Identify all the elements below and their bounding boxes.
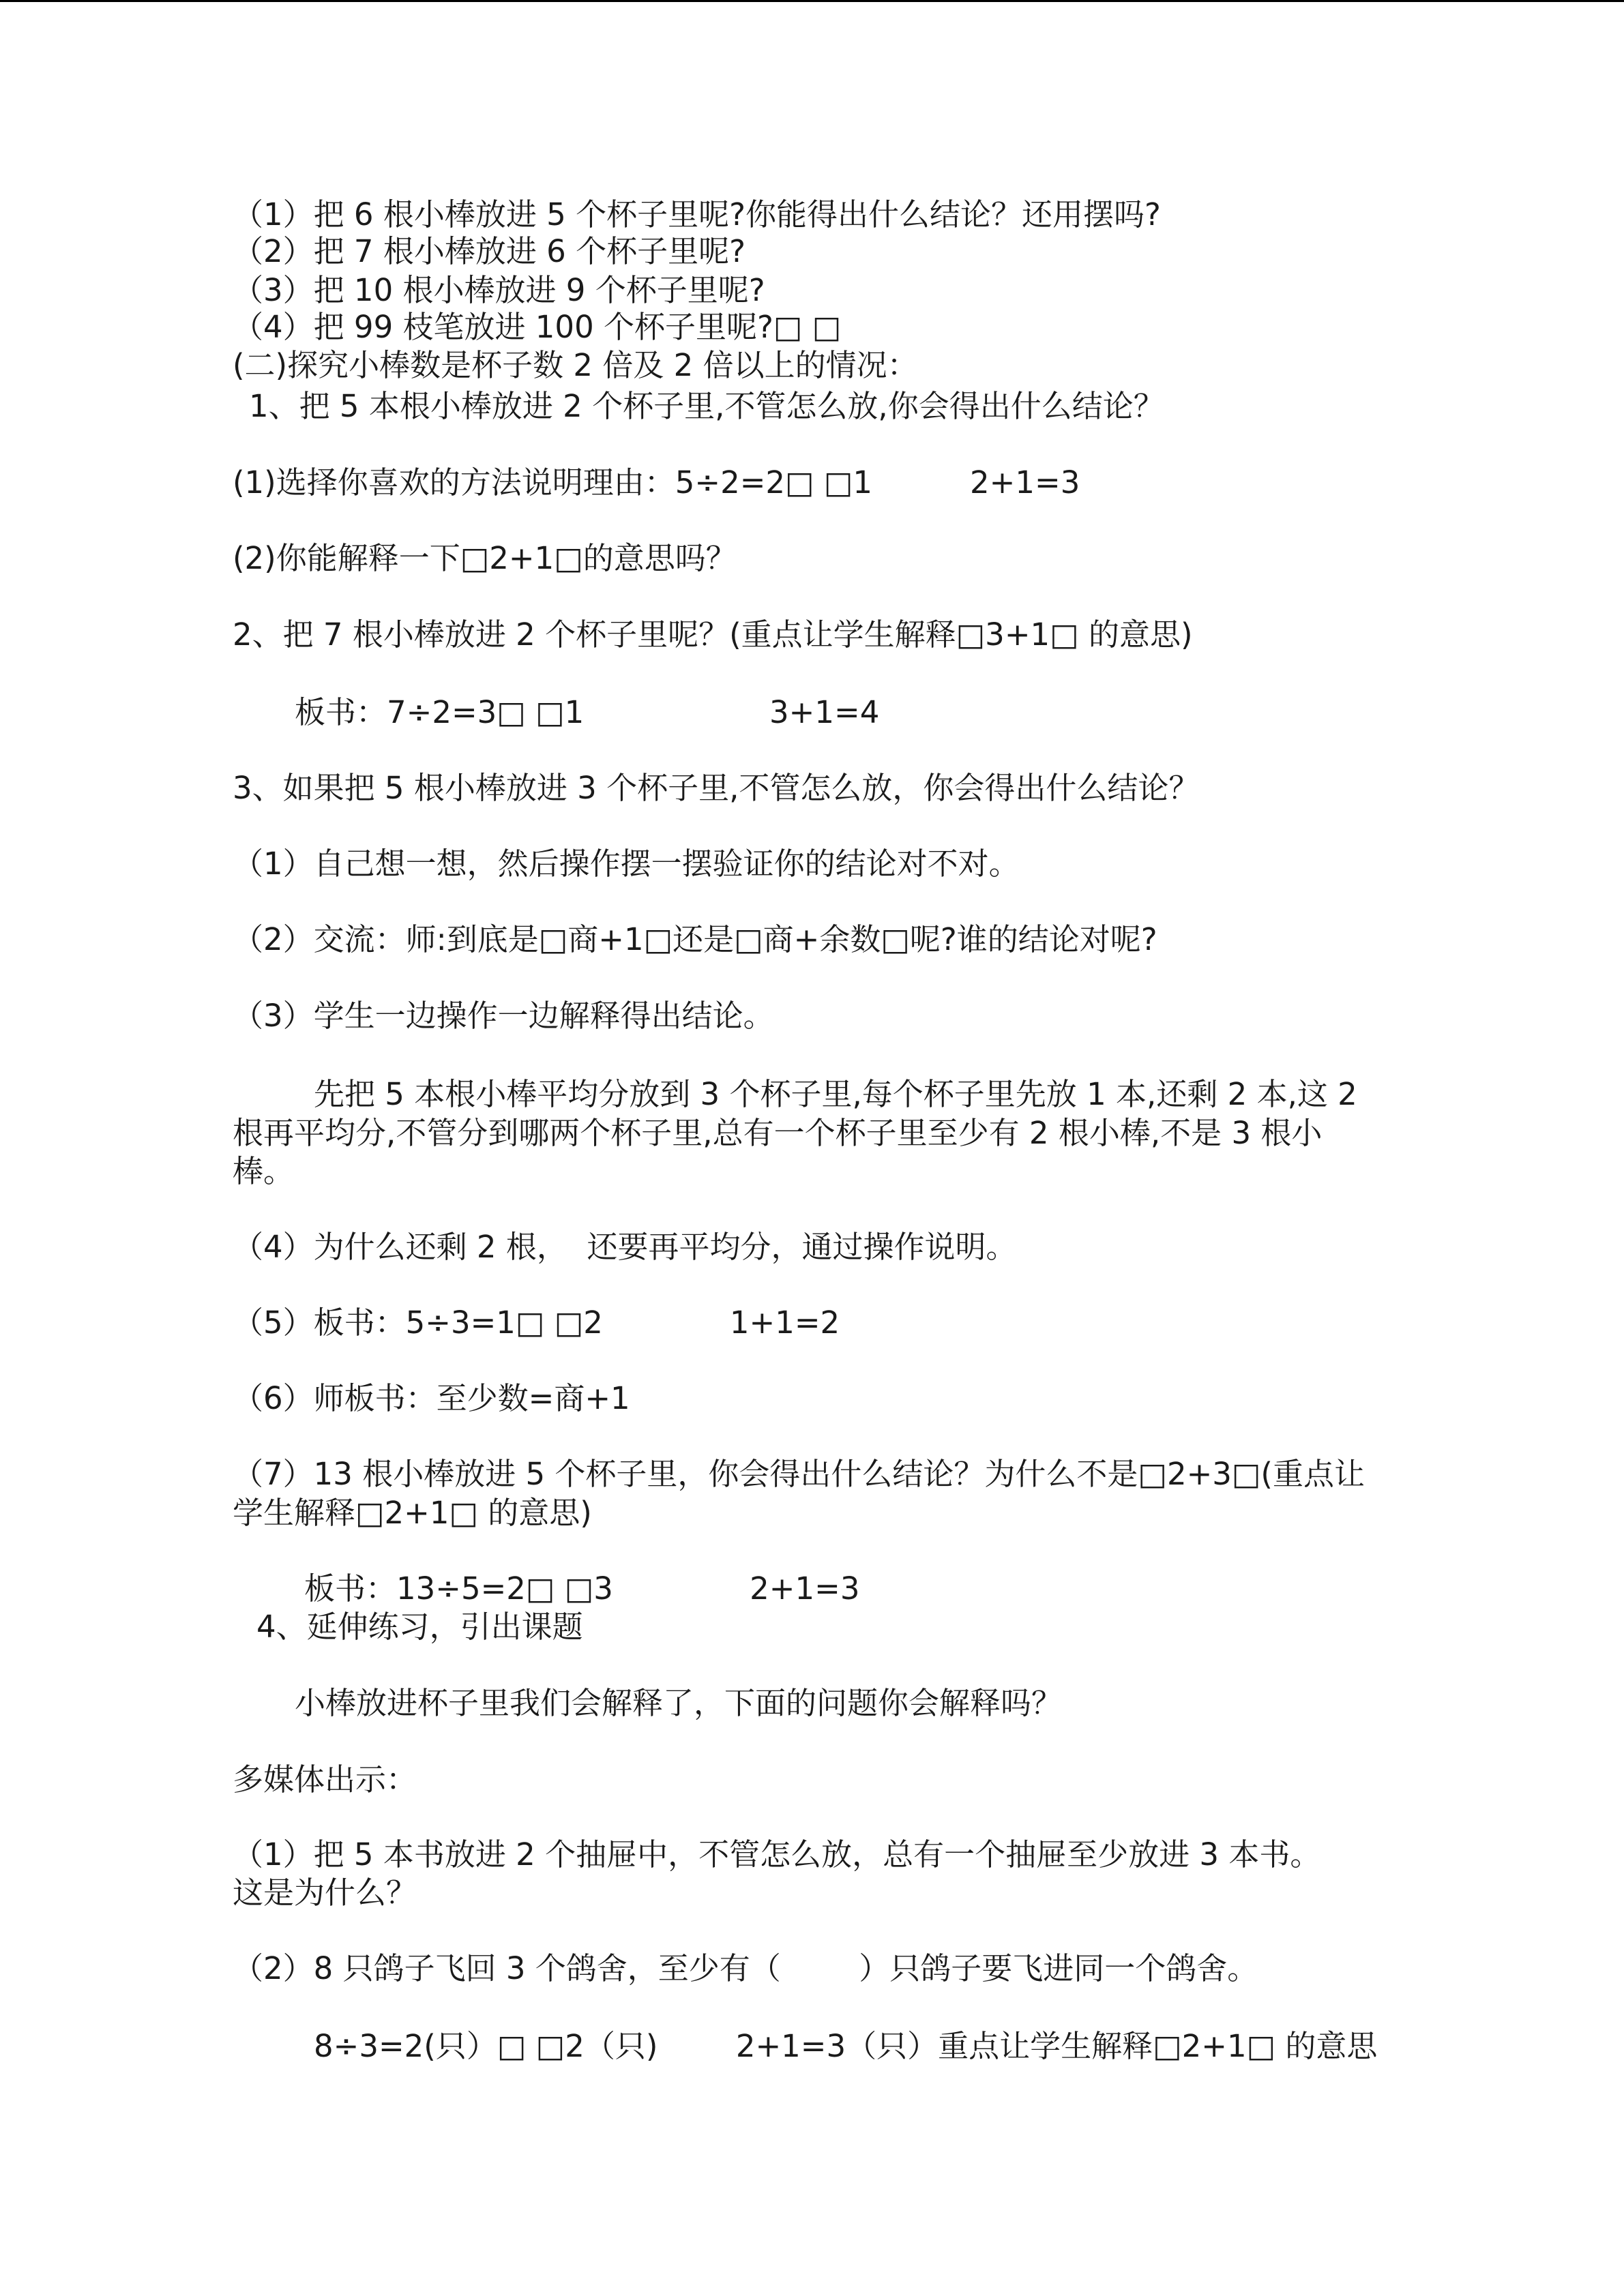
paragraph-line: 先把 5 本根小棒平均分放到 3 个杯子里,每个杯子里先放 1 本,还剩 2 本,这 2 — [314, 1076, 1357, 1112]
text-line: 2、把 7 根小棒放进 2 个杯子里呢？(重点让学生解释□3+1□ 的意思) — [233, 616, 1193, 653]
text-line: （1）把 5 本书放进 2 个抽屉中，不管怎么放，总有一个抽屉至少放进 3 本书。 — [233, 1836, 1321, 1873]
paragraph-line: 棒。 — [233, 1153, 295, 1189]
text-line: （7）13 根小棒放进 5 个杯子里，你会得出什么结论？为什么不是□2+3□(重点让 — [233, 1456, 1365, 1492]
top-border-line — [0, 0, 1624, 2]
text-line: 小棒放进杯子里我们会解释了，下面的问题你会解释吗？ — [295, 1685, 1063, 1721]
text-line: 学生解释□2+1□ 的意思) — [233, 1495, 592, 1531]
text-line: （1）把 6 根小棒放进 5 个杯子里呢?你能得出什么结论？还用摆吗? — [233, 196, 1161, 233]
text-line: 这是为什么？ — [233, 1875, 417, 1911]
text-line: （2）交流：师:到底是□商+1□还是□商+余数□呢?谁的结论对呢? — [233, 921, 1157, 957]
formula-line: 8÷3=2(只）□ □2（只) 2+1=3（只）重点让学生解释□2+1□ 的意思 — [314, 2028, 1378, 2064]
text-line: 3、如果把 5 根小棒放进 3 个杯子里,不管怎么放，你会得出什么结论？ — [233, 770, 1200, 806]
text-line: 1、把 5 本根小棒放进 2 个杯子里,不管怎么放,你会得出什么结论？ — [249, 388, 1164, 424]
text-line: （4）为什么还剩 2 根， 还要再平均分，通过操作说明。 — [233, 1229, 1017, 1265]
text-line: (2)你能解释一下□2+1□的意思吗？ — [233, 540, 737, 576]
board-note: 板书：13÷5=2□ □3 2+1=3 — [304, 1570, 860, 1607]
text-line: （3）学生一边操作一边解释得出结论。 — [233, 998, 774, 1034]
text-line: （2）8 只鸽子飞回 3 个鸽舍，至少有（ ）只鸽子要飞进同一个鸽舍。 — [233, 1950, 1258, 1986]
text-line: （4）把 99 枝笔放进 100 个杯子里呢?□ □ — [233, 309, 842, 345]
text-line: （6）师板书：至少数=商+1 — [233, 1380, 630, 1416]
section-heading: (二)探究小棒数是杯子数 2 倍及 2 倍以上的情况： — [233, 347, 918, 383]
board-note: 板书：7÷2=3□ □1 3+1=4 — [295, 694, 880, 730]
text-line: 多媒体出示： — [233, 1761, 417, 1798]
text-line: （5）板书：5÷3=1□ □2 1+1=2 — [233, 1304, 840, 1341]
text-line: （1）自己想一想，然后操作摆一摆验证你的结论对不对。 — [233, 846, 1020, 882]
text-line: （2）把 7 根小棒放进 6 个杯子里呢? — [233, 233, 745, 269]
section-heading: 4、延伸练习，引出课题 — [256, 1609, 583, 1645]
paragraph-line: 根再平均分,不管分到哪两个杯子里,总有一个杯子里至少有 2 根小棒,不是 3 根小 — [233, 1115, 1323, 1151]
text-line: (1)选择你喜欢的方法说明理由：5÷2=2□ □1 2+1=3 — [233, 464, 1080, 501]
text-line: （3）把 10 根小棒放进 9 个杯子里呢? — [233, 272, 765, 308]
